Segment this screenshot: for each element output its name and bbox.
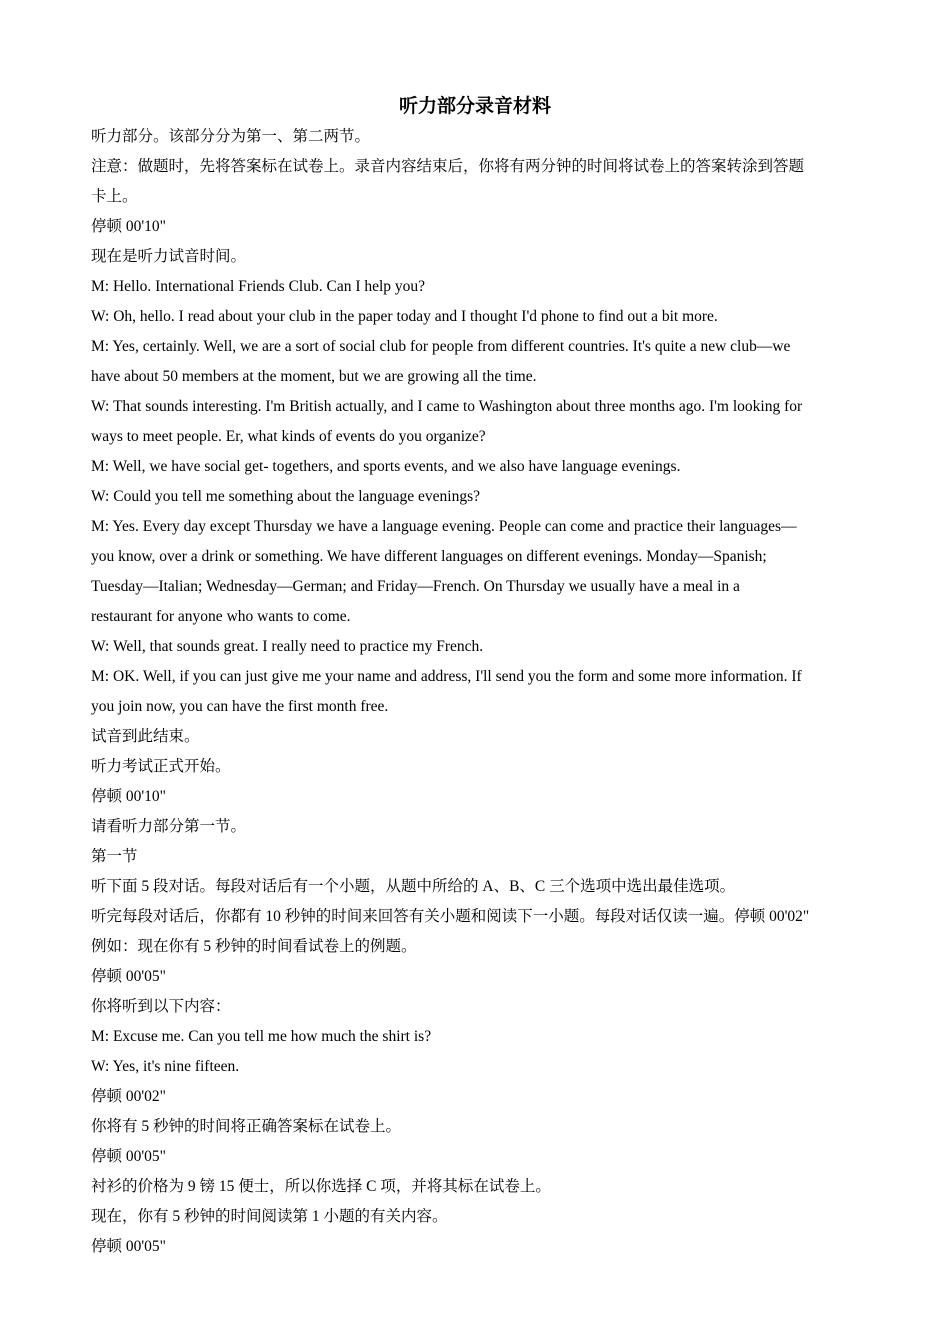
text-line: 你将听到以下内容： [91,998,231,1015]
text-line: W: Well, that sounds great. I really need to practice my French. [91,638,484,655]
text-line: 例如：现在你有 5 秒钟的时间看试卷上的例题。 [91,938,417,955]
text-line: W: Could you tell me something about the language evenings? [91,488,480,505]
text-line: have about 50 members at the moment, but we are growing all the time. [91,368,537,385]
text-line: 现在，你有 5 秒钟的时间阅读第 1 小题的有关内容。 [91,1208,448,1225]
text-line: you know, over a drink or something. We have different languages on different evenings. Monday—Spanish; [91,548,767,565]
text-line: you join now, you can have the first month free. [91,698,389,715]
text-line: 听力部分。该部分分为第一、第二两节。 [91,128,371,145]
text-line: 听力考试正式开始。 [91,758,231,775]
text-line: 停顿 00'02" [91,1088,166,1105]
text-line: 衬衫的价格为 9 镑 15 便士，所以你选择 C 项，并将其标在试卷上。 [91,1178,551,1195]
text-line: restaurant for anyone who wants to come. [91,608,351,625]
text-line: 你将有 5 秒钟的时间将正确答案标在试卷上。 [91,1118,402,1135]
text-line: M: Hello. International Friends Club. Can I help you? [91,278,426,295]
document-body [91,122,863,1262]
text-line: 卡上。 [91,188,138,205]
text-line: 试音到此结束。 [91,728,200,745]
text-line: 停顿 00'05" [91,968,166,985]
text-line: M: Yes. Every day except Thursday we have a language evening. People can come and practice their languages— [91,518,797,535]
text-line: W: Yes, it's nine fifteen. [91,1058,240,1075]
text-line: 停顿 00'05" [91,1238,166,1255]
text-line: 第一节 [91,848,138,865]
text-line: 听下面 5 段对话。每段对话后有一个小题，从题中所给的 A、B、C 三个选项中选出最佳选项。 [91,878,736,895]
text-line: 停顿 00'10" [91,788,166,805]
text-line: W: Oh, hello. I read about your club in the paper today and I thought I'd phone to find out a bit more. [91,308,718,325]
text-line: W: That sounds interesting. I'm British actually, and I came to Washington about three months ago. I'm looking for [91,398,803,415]
text-line: 请看听力部分第一节。 [91,818,247,835]
text-line: 听完每段对话后，你都有 10 秒钟的时间来回答有关小题和阅读下一小题。每段对话仅读一遍。停顿 00'02" [91,908,810,925]
text-line: 停顿 00'10" [91,218,166,235]
text-line: Tuesday—Italian; Wednesday—German; and Friday—French. On Thursday we usually have a meal in a [91,578,740,595]
text-line: 停顿 00'05" [91,1148,166,1165]
text-line: 注意：做题时，先将答案标在试卷上。录音内容结束后，你将有两分钟的时间将试卷上的答案转涂到答题 [91,158,805,175]
text-line: M: Yes, certainly. Well, we are a sort of social club for people from different countries. It's quite a new club—we [91,338,791,355]
text-line: M: OK. Well, if you can just give me your name and address, I'll send you the form and some more information. If [91,668,802,685]
text-line: ways to meet people. Er, what kinds of events do you organize? [91,428,486,445]
text-line: M: Excuse me. Can you tell me how much the shirt is? [91,1028,432,1045]
text-line: M: Well, we have social get- togethers, and sports events, and we also have language evenings. [91,458,681,475]
text-line: 现在是听力试音时间。 [91,248,247,265]
document-title: 听力部分录音材料 [398,95,551,117]
